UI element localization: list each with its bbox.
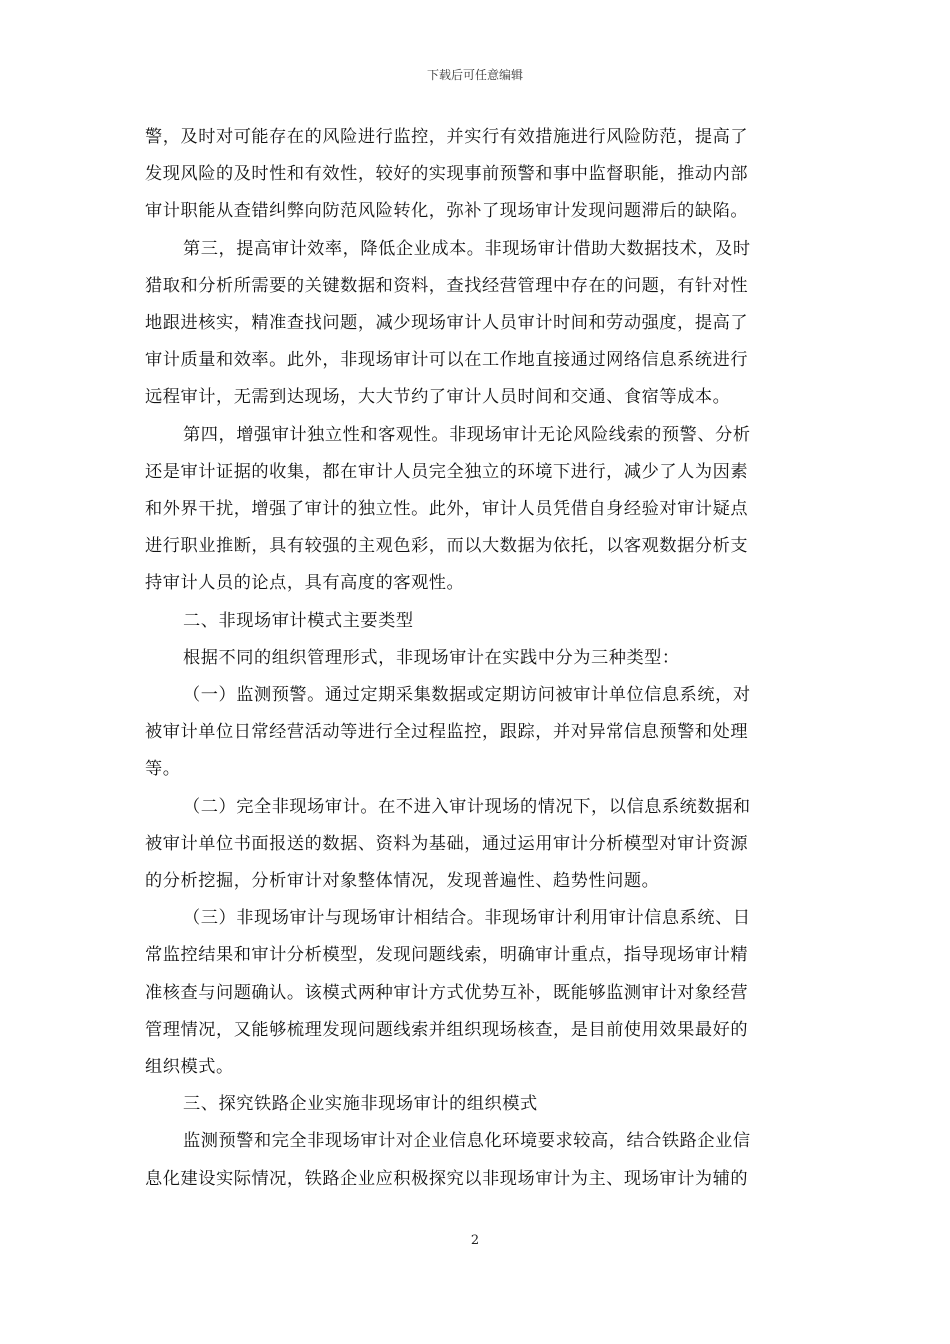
- text-line: 的分析挖掘，分析审计对象整体情况，发现普遍性、趋势性问题。: [145, 871, 660, 892]
- text-line: 第四，增强审计独立性和客观性。非现场审计无论风险线索的预警、分析: [183, 424, 751, 445]
- text-line: 警，及时对可能存在的风险进行监控，并实行有效措施进行风险防范，提高了: [145, 127, 749, 147]
- text-line: 根据不同的组织管理形式，非现场审计在实践中分为三种类型：: [183, 647, 680, 668]
- text-line: 审计职能从查错纠弊向防范风险转化，弥补了现场审计发现问题滞后的缺陷。: [145, 201, 749, 222]
- section-heading: [145, 603, 807, 640]
- text-line: 地跟进核实，精准查找问题，减少现场审计人员审计时间和劳动强度，提高了: [145, 313, 749, 334]
- text-line: 发现风险的及时性和有效性，较好的实现事前预警和事中监督职能，推动内部: [145, 164, 749, 185]
- text-line: 组织模式。: [145, 1057, 234, 1078]
- text-line: 被审计单位日常经营活动等进行全过程监控，跟踪，并对异常信息预警和处理: [145, 722, 749, 743]
- page-header: 下载后可任意编辑: [426, 68, 523, 82]
- text-line: 三、探究铁路企业实施非现场审计的组织模式: [183, 1094, 538, 1115]
- paragraph: [145, 640, 807, 677]
- document-body: [145, 119, 807, 1198]
- text-line: 审计质量和效率。此外，非现场审计可以在工作地直接通过网络信息系统进行: [145, 350, 749, 371]
- paragraph: [145, 119, 807, 231]
- text-line: 还是审计证据的收集，都在审计人员完全独立的环境下进行，减少了人为因素: [145, 461, 749, 482]
- text-line: 息化建设实际情况，铁路企业应积极探究以非现场审计为主、现场审计为辅的: [145, 1168, 749, 1189]
- text-line: 远程审计，无需到达现场，大大节约了审计人员时间和交通、食宿等成本。: [145, 387, 731, 408]
- paragraph: [145, 789, 807, 901]
- paragraph: [145, 231, 807, 417]
- text-line: 等。: [145, 759, 181, 780]
- paragraph: [145, 1123, 807, 1197]
- paragraph: [145, 677, 807, 789]
- text-line: 二、非现场审计模式主要类型: [183, 610, 414, 631]
- section-heading: [145, 1086, 807, 1123]
- page-number: 2: [470, 1233, 480, 1248]
- text-line: 第三，提高审计效率，降低企业成本。非现场审计借助大数据技术，及时: [183, 238, 751, 259]
- text-line: 猎取和分析所需要的关键数据和资料，查找经营管理中存在的问题，有针对性: [145, 275, 749, 296]
- text-line: （三）非现场审计与现场审计相结合。非现场审计利用审计信息系统、日: [183, 908, 751, 929]
- text-line: 进行职业推断，具有较强的主观色彩，而以大数据为依托，以客观数据分析支: [145, 536, 749, 557]
- text-line: （一）监测预警。通过定期采集数据或定期访问被审计单位信息系统，对: [183, 685, 751, 706]
- text-line: 常监控结果和审计分析模型，发现问题线索，明确审计重点，指导现场审计精: [145, 945, 749, 966]
- text-line: 准核查与问题确认。该模式两种审计方式优势互补，既能够监测审计对象经营: [145, 982, 749, 1003]
- text-line: 管理情况，又能够梳理发现问题线索并组织现场核查，是目前使用效果最好的: [145, 1019, 749, 1040]
- text-line: 被审计单位书面报送的数据、资料为基础，通过运用审计分析模型对审计资源: [145, 833, 749, 854]
- paragraph: [145, 417, 807, 603]
- paragraph: [145, 900, 807, 1086]
- text-line: 监测预警和完全非现场审计对企业信息化环境要求较高，结合铁路企业信: [183, 1131, 751, 1152]
- text-line: （二）完全非现场审计。在不进入审计现场的情况下，以信息系统数据和: [183, 796, 751, 817]
- text-line: 和外界干扰，增强了审计的独立性。此外，审计人员凭借自身经验对审计疑点: [145, 499, 749, 520]
- text-line: 持审计人员的论点，具有高度的客观性。: [145, 573, 465, 594]
